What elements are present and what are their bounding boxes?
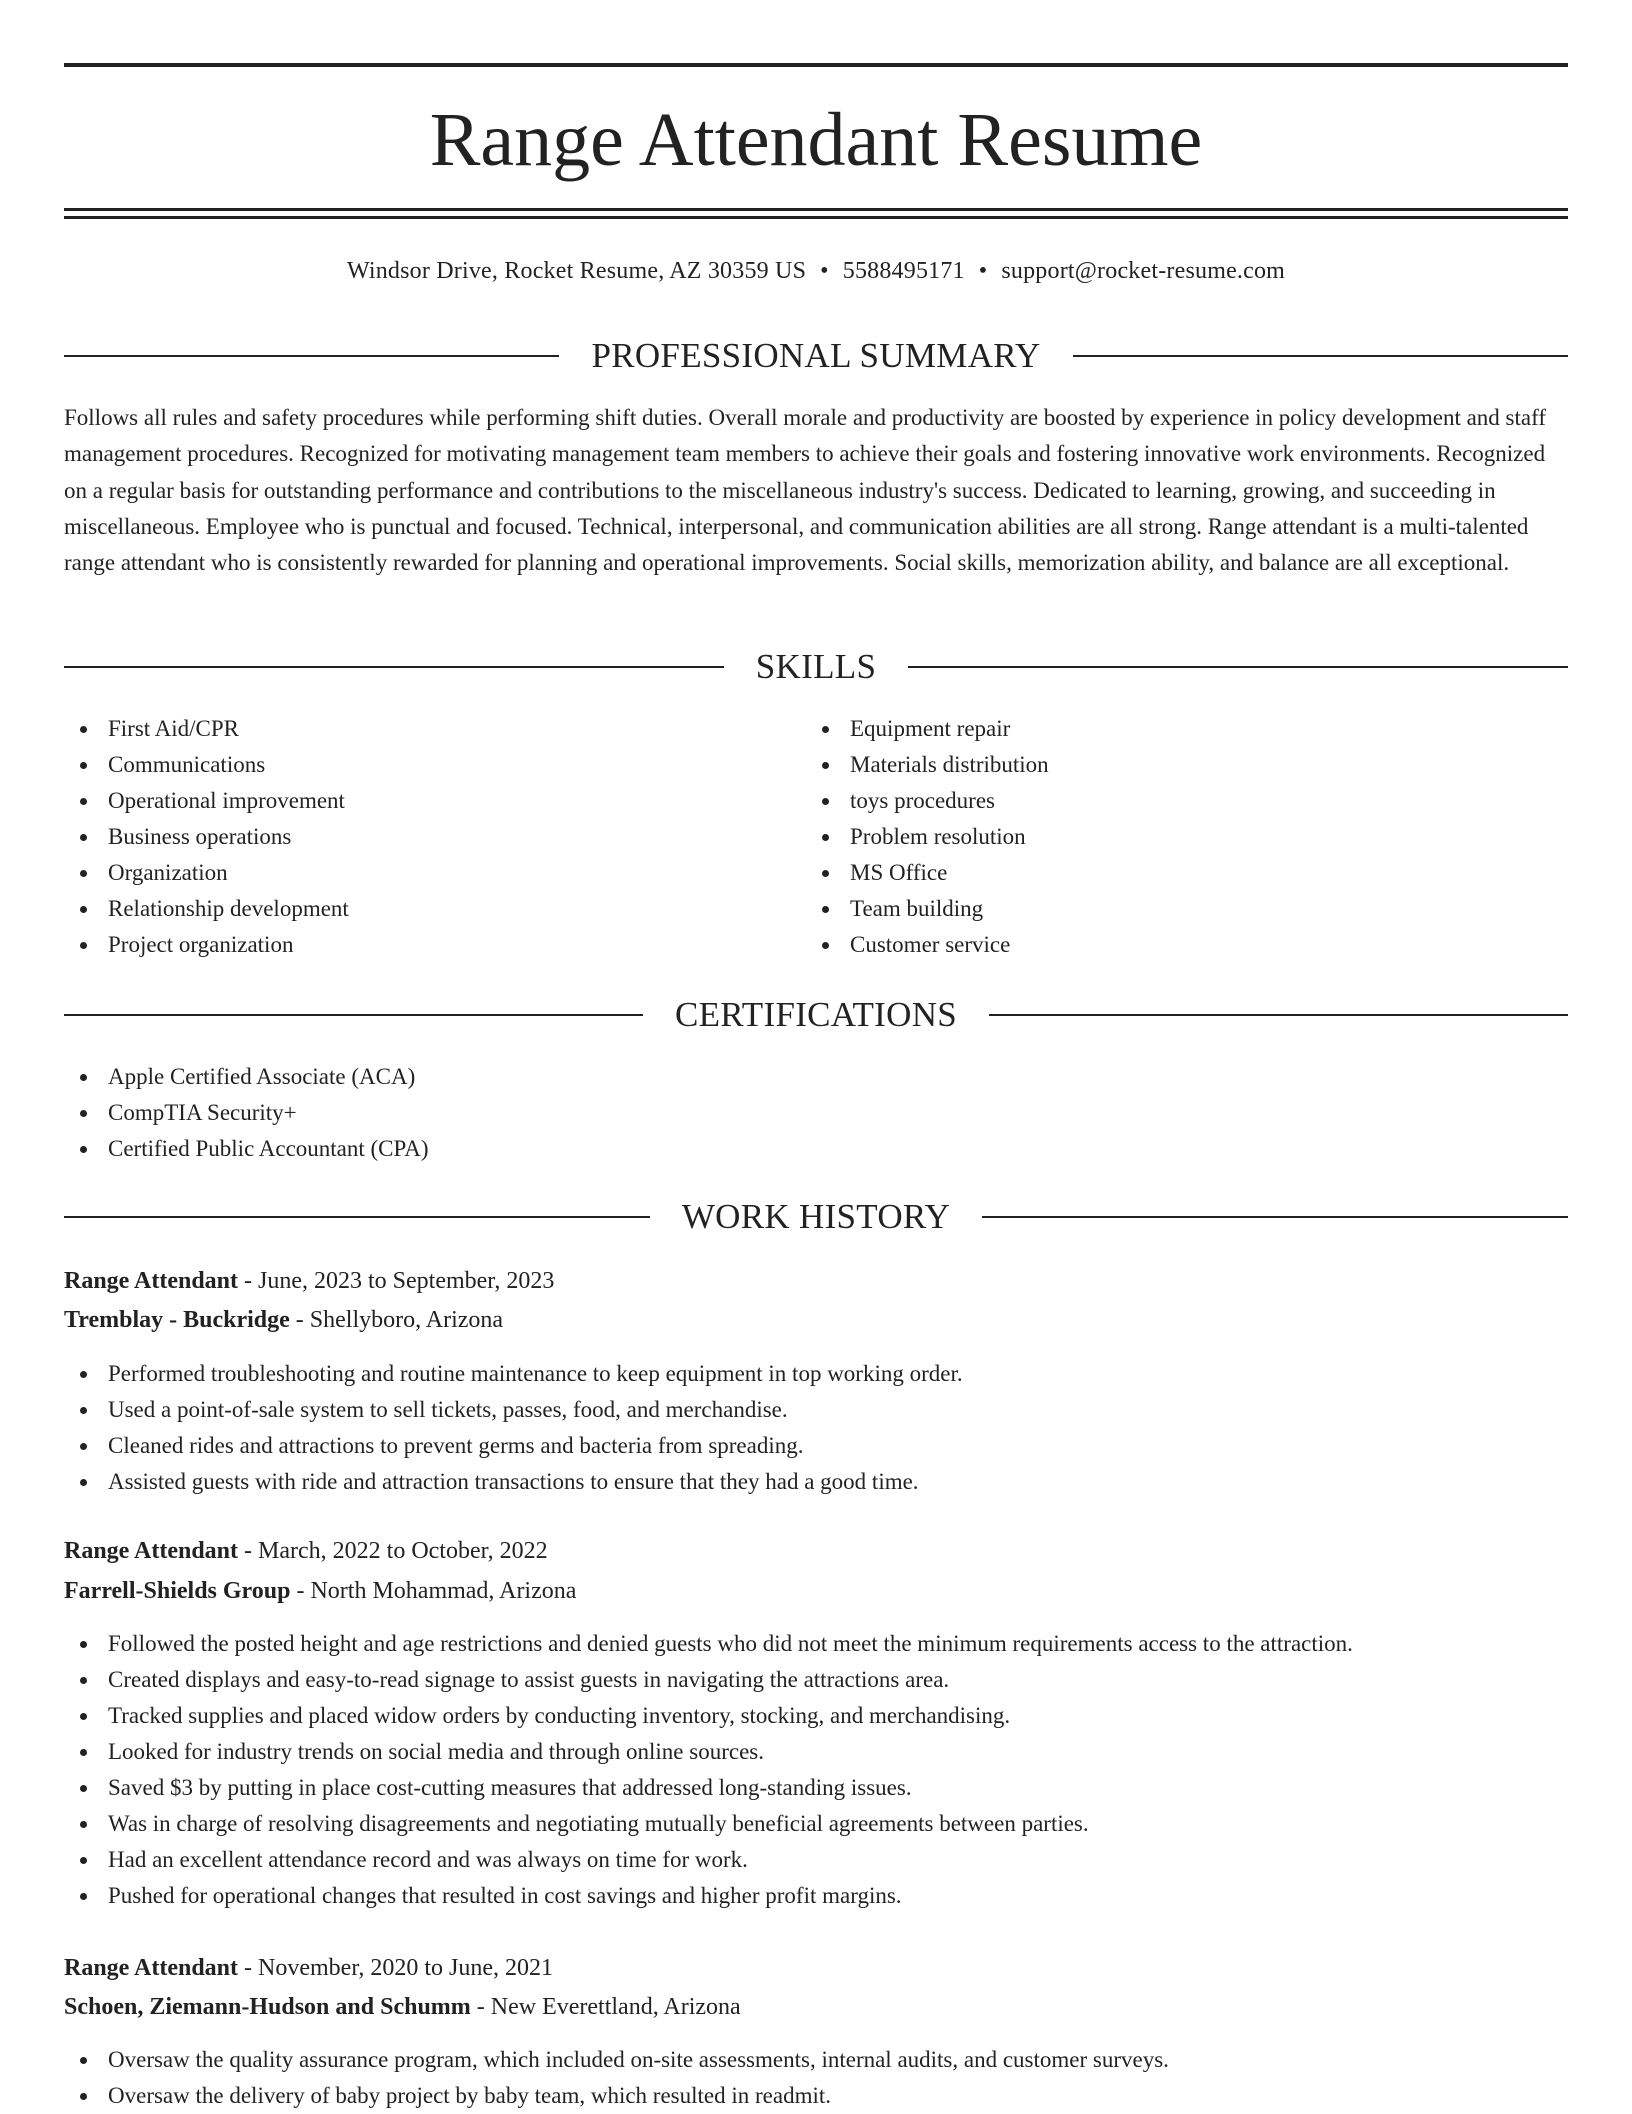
- job-duty-item: [64, 1806, 1568, 1842]
- bullet-dot: [80, 1407, 87, 1414]
- job-duty-item: [64, 2078, 1568, 2114]
- job-duty-item: [64, 1770, 1568, 1806]
- job-duties-list: [64, 1626, 1568, 1914]
- skill-item: [806, 819, 1546, 855]
- bullet-dot: [80, 1074, 87, 1081]
- job-company-line: [64, 1987, 1568, 2027]
- job-duty-item: [64, 1734, 1568, 1770]
- job-title: Range Attendant: [64, 1268, 239, 1294]
- skill-text: Problem resolution: [850, 824, 1026, 849]
- skill-text: toys procedures: [850, 788, 995, 813]
- certification-text: Apple Certified Associate (ACA): [108, 1064, 416, 1089]
- bullet-dot: [822, 942, 829, 949]
- bullet-dot: [80, 1749, 87, 1756]
- bullet-dot: [822, 762, 829, 769]
- job-location: - Shellyboro, Arizona: [289, 1307, 504, 1333]
- job-duty-text: Created displays and easy-to-read signage to assist guests in navigating the attractions area.: [108, 1667, 950, 1692]
- section-header-summary: [64, 333, 1568, 379]
- job-duty-item: [64, 2042, 1568, 2078]
- job-title-line: [64, 1948, 1568, 1988]
- bullet-dot: [80, 1677, 87, 1684]
- skill-text: Equipment repair: [850, 716, 1011, 741]
- bullet-dot: [80, 1785, 87, 1792]
- skill-item: [806, 783, 1546, 819]
- section-rule: [982, 1216, 1568, 1218]
- job-duty-text: Followed the posted height and age restrictions and denied guests who did not meet the minimum requirements access to the attraction.: [108, 1631, 1353, 1656]
- job-location: - New Everettland, Arizona: [470, 1994, 741, 2020]
- bullet-dot: [822, 726, 829, 733]
- skill-text: Customer service: [850, 932, 1011, 957]
- certification-item: [64, 1059, 1568, 1095]
- bullet-dot: [80, 1110, 87, 1117]
- bullet-dot: [80, 726, 87, 733]
- bullet-dot: [80, 1893, 87, 1900]
- bullet-dot: [80, 1821, 87, 1828]
- job-company-line: [64, 1300, 1568, 1340]
- job-company-line: [64, 1571, 1568, 1611]
- job-dates: - November, 2020 to June, 2021: [238, 1955, 554, 1981]
- section-rule: [64, 355, 559, 357]
- job-duty-text: Was in charge of resolving disagreements and negotiating mutually beneficial agreements between parties.: [108, 1811, 1089, 1836]
- section-title-skills: SKILLS: [755, 647, 877, 686]
- section-rule: [64, 1014, 643, 1016]
- contact-line: [64, 254, 1568, 288]
- skill-item: [806, 855, 1546, 891]
- section-rule: [64, 1216, 650, 1218]
- bullet-dot: [80, 762, 87, 769]
- bullet-dot: [80, 1641, 87, 1648]
- job-duty-item: [64, 1698, 1568, 1734]
- skill-text: Materials distribution: [850, 752, 1049, 777]
- skills-list-left: [64, 711, 804, 963]
- bullet-dot: [80, 1713, 87, 1720]
- job-duty-text: Looked for industry trends on social media and through online sources.: [108, 1739, 764, 1764]
- bullet-dot: [80, 1479, 87, 1486]
- bullet-dot: [822, 834, 829, 841]
- skill-item: [64, 927, 804, 963]
- job-title: Range Attendant: [64, 1538, 239, 1564]
- bullet-dot: [80, 906, 87, 913]
- section-title-work-history: WORK HISTORY: [681, 1197, 951, 1236]
- job-duty-item: [64, 1842, 1568, 1878]
- job-duty-text: Pushed for operational changes that resulted in cost savings and higher profit margins.: [108, 1883, 902, 1908]
- bullet-dot: [822, 870, 829, 877]
- certification-text: Certified Public Accountant (CPA): [108, 1136, 429, 1161]
- job-company: Tremblay - Buckridge: [64, 1307, 290, 1333]
- bullet-dot: [822, 798, 829, 805]
- contact-separator: •: [820, 258, 829, 284]
- bullet-dot: [80, 870, 87, 877]
- section-rule: [908, 666, 1568, 668]
- section-header-work-history: [64, 1194, 1568, 1240]
- bullet-dot: [80, 942, 87, 949]
- job-duty-text: Had an excellent attendance record and was always on time for work.: [108, 1847, 748, 1872]
- bullet-dot: [80, 834, 87, 841]
- skill-text: First Aid/CPR: [108, 716, 240, 741]
- certifications-list: [64, 1059, 1568, 1167]
- bullet-dot: [80, 1146, 87, 1153]
- skill-item: [64, 855, 804, 891]
- certification-item: [64, 1095, 1568, 1131]
- contact-email: support@rocket-resume.com: [1001, 258, 1286, 284]
- section-header-skills: [64, 644, 1568, 690]
- skill-item: [64, 711, 804, 747]
- section-rule: [989, 1014, 1568, 1016]
- bullet-dot: [80, 2093, 87, 2100]
- job-company: Farrell-Shields Group: [64, 1578, 291, 1604]
- job-location: - North Mohammad, Arizona: [290, 1578, 577, 1604]
- job-duty-item: [64, 1662, 1568, 1698]
- bullet-dot: [80, 798, 87, 805]
- job-duty-item: [64, 1626, 1568, 1662]
- job-duty-item: [64, 1428, 1568, 1464]
- skill-item: [806, 891, 1546, 927]
- top-rule: [64, 63, 1568, 67]
- skill-text: Operational improvement: [108, 788, 345, 813]
- skill-text: MS Office: [850, 860, 948, 885]
- job-duty-text: Performed troubleshooting and routine maintenance to keep equipment in top working order.: [108, 1361, 963, 1386]
- job-duty-item: [64, 1464, 1568, 1500]
- job-duty-text: Oversaw the delivery of baby project by baby team, which resulted in readmit.: [108, 2083, 831, 2108]
- job-dates: - June, 2023 to September, 2023: [238, 1268, 555, 1294]
- contact-address: Windsor Drive, Rocket Resume, AZ 30359 US: [346, 258, 807, 284]
- title-rule-lower: [64, 216, 1568, 219]
- bullet-dot: [80, 1371, 87, 1378]
- job-duty-text: Cleaned rides and attractions to prevent germs and bacteria from spreading.: [108, 1433, 804, 1458]
- job-duty-text: Tracked supplies and placed widow orders by conducting inventory, stocking, and merchandising.: [108, 1703, 1011, 1728]
- job-company: Schoen, Ziemann-Hudson and Schumm: [64, 1994, 471, 2020]
- skills-list-right: [806, 711, 1546, 963]
- job-duty-item: [64, 1356, 1568, 1392]
- skill-item: [64, 891, 804, 927]
- skill-text: Project organization: [108, 932, 294, 957]
- section-title-summary: PROFESSIONAL SUMMARY: [591, 336, 1041, 375]
- bullet-dot: [80, 2057, 87, 2064]
- skill-text: Communications: [108, 752, 266, 777]
- job-duty-text: Oversaw the quality assurance program, which included on-site assessments, internal audits, and customer surveys.: [108, 2047, 1169, 2072]
- bullet-dot: [822, 906, 829, 913]
- contact-phone: 5588495171: [842, 258, 965, 284]
- job-title: Range Attendant: [64, 1955, 239, 1981]
- skill-item: [64, 747, 804, 783]
- job-duties-list: [64, 2042, 1568, 2114]
- skill-text: Relationship development: [108, 896, 349, 921]
- certification-text: CompTIA Security+: [108, 1100, 297, 1125]
- section-rule: [1073, 355, 1568, 357]
- job-title-line: [64, 1261, 1568, 1301]
- skill-item: [64, 819, 804, 855]
- job-duty-text: Saved $3 by putting in place cost-cutting measures that addressed long-standing issues.: [108, 1775, 912, 1800]
- summary-paragraph: Follows all rules and safety procedures while performing shift duties. Overall morale and productivity are boosted by experience in policy development and staff management procedures. Recognized for motivating management team members to achieve their goals and fostering innovative work environments. Recognized on a regular basis for outstanding performance and contributions to the miscellaneous industry's success. Dedicated to learning, growing, and succeeding in miscellaneous. Employee who is punctual and focused. Technical, interpersonal, and communication abilities are all strong. Range attendant is a multi-talented range attendant who is consistently rewarded for planning and operational improvements. Social skills, memorization ability, and balance are all exceptional.: [64, 405, 1547, 576]
- skill-text: Organization: [108, 860, 228, 885]
- skill-text: Business operations: [108, 824, 292, 849]
- title-rule-upper: [64, 208, 1568, 211]
- job-duties-list: [64, 1356, 1568, 1500]
- certification-item: [64, 1131, 1568, 1167]
- section-rule: [64, 666, 724, 668]
- skill-item: [806, 747, 1546, 783]
- section-title-certifications: CERTIFICATIONS: [674, 995, 958, 1034]
- bullet-dot: [80, 1857, 87, 1864]
- skill-text: Team building: [850, 896, 984, 921]
- resume-title: Range Attendant Resume: [429, 98, 1203, 182]
- section-header-certifications: [64, 992, 1568, 1038]
- skill-item: [64, 783, 804, 819]
- skill-item: [806, 927, 1546, 963]
- skill-item: [806, 711, 1546, 747]
- job-duty-item: [64, 1392, 1568, 1428]
- job-duty-text: Assisted guests with ride and attraction transactions to ensure that they had a good time.: [108, 1469, 919, 1494]
- job-duty-item: [64, 1878, 1568, 1914]
- contact-separator: •: [978, 258, 988, 284]
- job-duty-text: Used a point-of-sale system to sell tickets, passes, food, and merchandise.: [108, 1397, 788, 1422]
- job-dates: - March, 2022 to October, 2022: [238, 1538, 548, 1564]
- job-title-line: [64, 1531, 1568, 1571]
- bullet-dot: [80, 1443, 87, 1450]
